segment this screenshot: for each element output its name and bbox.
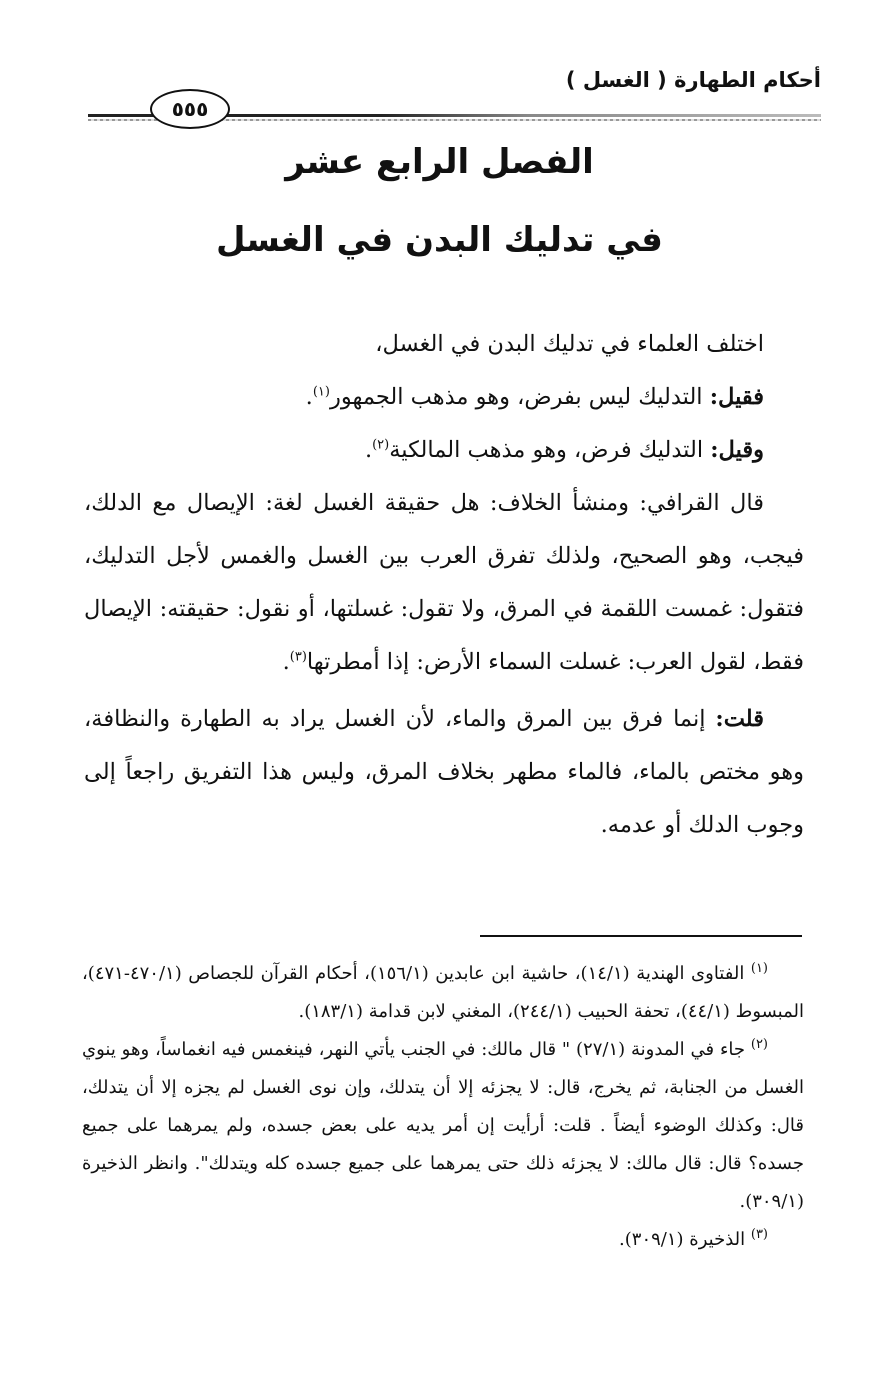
chapter-subtitle: في تدليك البدن في الغسل [216, 220, 663, 260]
paragraph-5-text: إنما فرق بين المرق والماء، لأن الغسل يراد به الطهارة والنظافة، وهو مختص بالماء، فالماء مطهر بخلاف المرق، وليس هذا التفريق راجعاً إلى وجوب الدلك أو عدمه. [84, 706, 804, 838]
footnote-3-text: الذخيرة (٣٠٩/١). [619, 1229, 751, 1250]
paragraph-5 [84, 693, 804, 852]
footnotes [82, 955, 804, 1259]
footnote-3 [82, 1221, 804, 1259]
chapter-title: الفصل الرابع عشر [285, 142, 594, 182]
paragraph-3 [84, 424, 804, 477]
footnote-ref-2[interactable]: (٢) [372, 437, 390, 453]
footnote-2-text: جاء في المدونة (٢٧/١) " قال مالك: في الجنب يأتي النهر، فينغمس فيه انغماساً، وهو ينوي الغسل من الجنابة، ثم يخرج، قال: لا يجزئه إلا أن يتدلك، وإن نوى الغسل لم يجزه إلا أن يتدلك، قال: وكذلك الوضوء أيضاً . قلت: أرأيت إن أمر يديه على بعض جسده، ولم يمرهما على جميع جسده؟ قال: قال مالك: لا يجزئه ذلك حتى يمرهما على جميع جسده كله ويتدلك". وانظر الذخيرة (٣٠٩/١). [82, 1039, 804, 1212]
paragraph-3-end: . [364, 437, 373, 463]
paragraph-1: اختلف العلماء في تدليك البدن في الغسل، [375, 331, 764, 357]
paragraph-2-lead: فقيل: [709, 384, 764, 410]
footnote-1 [82, 955, 804, 1031]
paragraph-2-end: . [305, 384, 313, 410]
paragraph-2-text: التدليك ليس بفرض، وهو مذهب الجمهور [329, 384, 710, 410]
footnote-2-marker: (٢) [750, 1037, 768, 1052]
paragraph-4-text: قال القرافي: ومنشأ الخلاف: هل حقيقة الغسل لغة: الإيصال مع الدلك، فيجب، وهو الصحيح، ولذلك تفرق العرب بين الغسل والغمس لأجل التدليك، فتقول: غمست اللقمة في المرق، ولا تقول: غسلتها، أو نقول: حقيقته: الإيصال فقط، لقول العرب: غسلت السماء الأرض: إذا أمطرتها [84, 490, 804, 675]
paragraph-4 [84, 477, 804, 689]
footnote-2 [82, 1031, 804, 1221]
body-text [84, 318, 804, 852]
paragraph-4-end: . [282, 649, 290, 675]
footnote-1-text: الفتاوى الهندية (١٤/١)، حاشية ابن عابدين (١٥٦/١)، أحكام القرآن للجصاص (٤٧٠/١-٤٧١)، المبسوط (٤٤/١)، تحفة الحبيب (٢٤٤/١)، المغني لابن قدامة (١٨٣/١). [82, 963, 804, 1022]
footnote-ref-3[interactable]: (٣) [289, 649, 307, 665]
paragraph-5-lead: قلت: [715, 706, 764, 732]
footnote-separator [480, 935, 802, 937]
page-number: ٥٥٥ [150, 89, 230, 129]
paragraph-3-lead: وقيل: [710, 437, 764, 463]
paragraph-3-text: التدليك فرض، وهو مذهب المالكية [389, 437, 711, 463]
footnote-1-marker: (١) [750, 961, 768, 976]
footnote-3-marker: (٣) [750, 1227, 768, 1242]
footnote-ref-1[interactable]: (١) [312, 384, 330, 400]
running-header-title: أحكام الطهارة ( الغسل ) [565, 68, 821, 92]
paragraph-2 [84, 371, 804, 424]
